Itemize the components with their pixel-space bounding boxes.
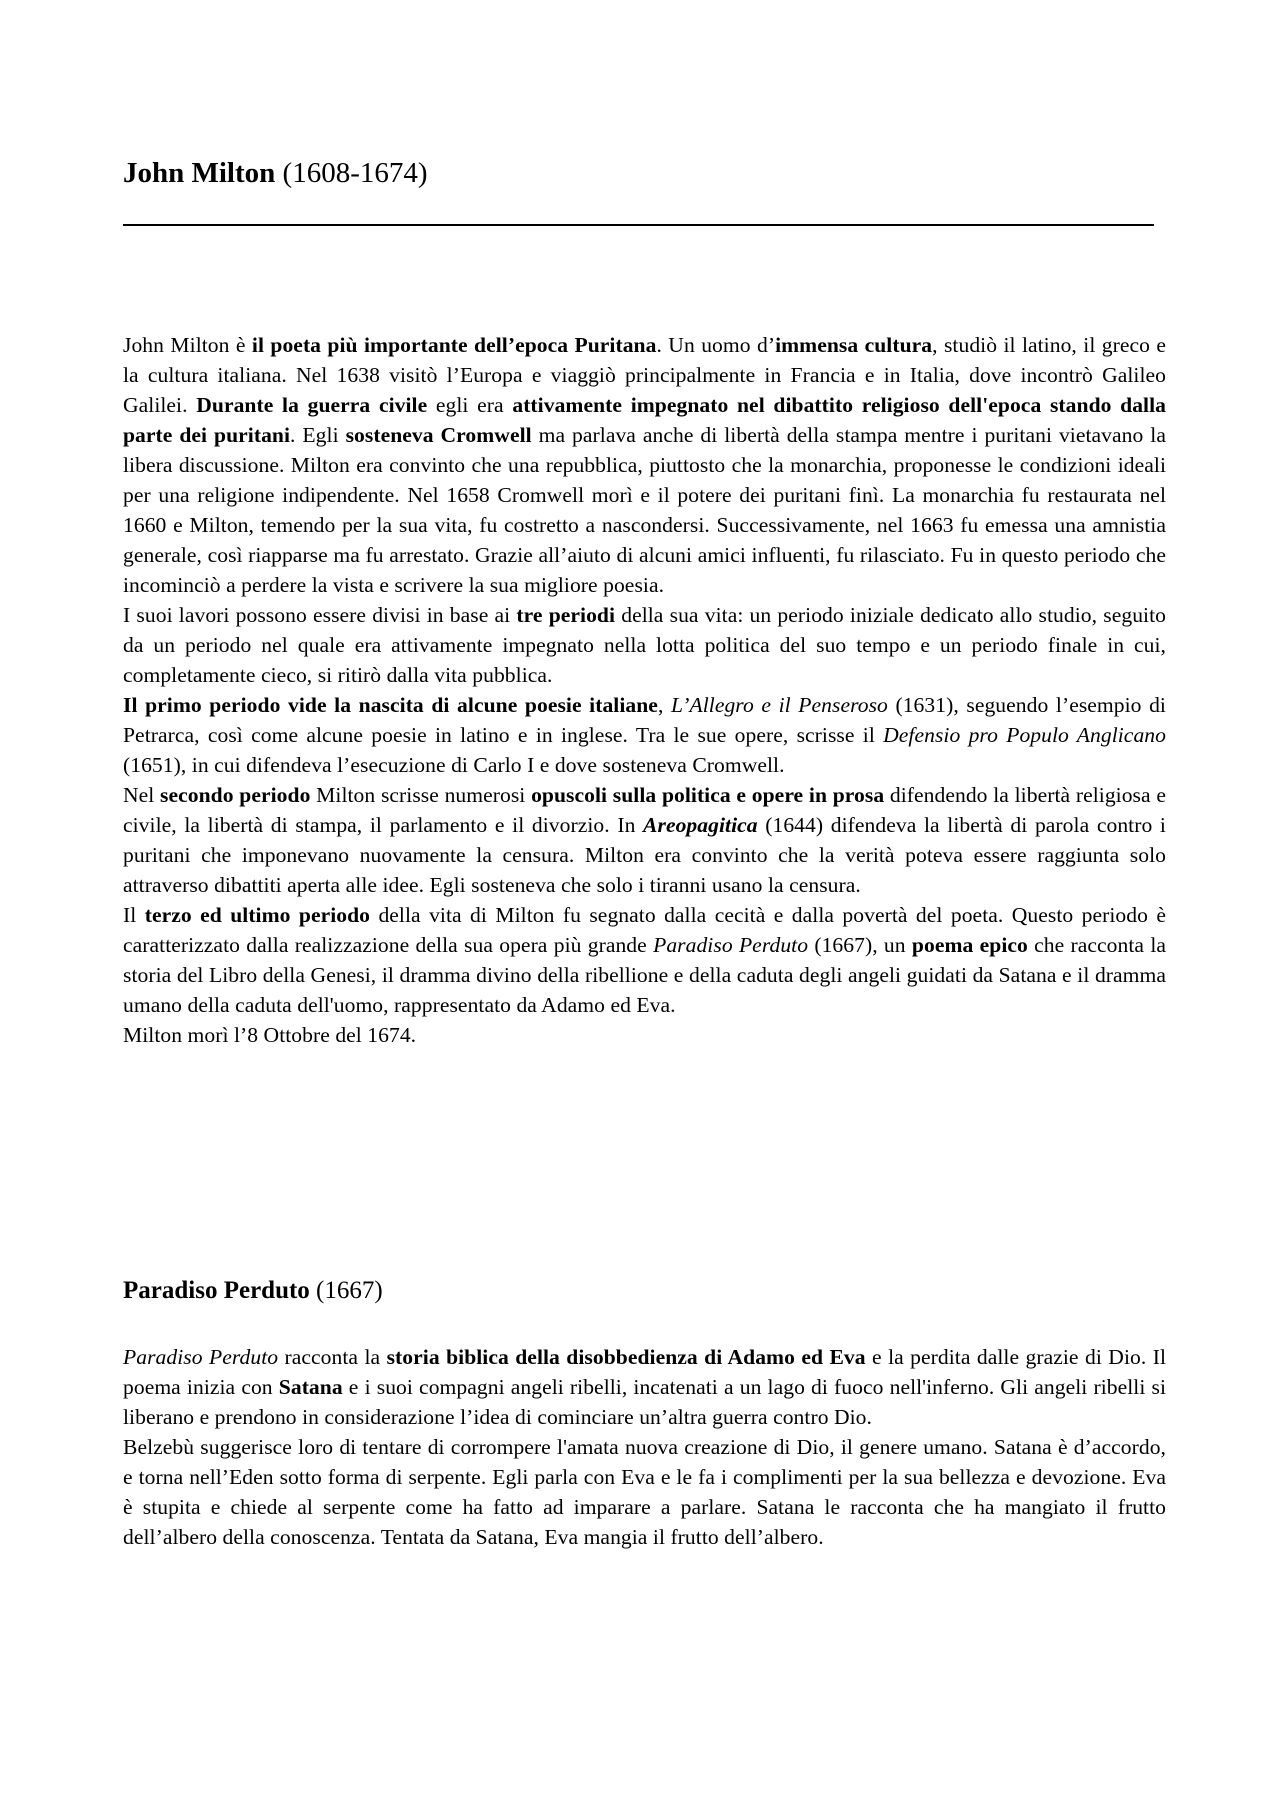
- title-name: John Milton: [123, 157, 276, 189]
- section-title-name: Paradiso Perduto: [123, 1277, 310, 1304]
- bold-text: poema epico: [911, 933, 1028, 957]
- bio-paragraph-periods: [123, 600, 1166, 690]
- title-underline: [123, 224, 1154, 226]
- bold-text: sosteneva Cromwell: [345, 423, 532, 447]
- text-run: ma parlava anche di libertà della stampa mentre i puritani vietavano la libera discussione. Milton era convinto che una repubblica, piuttosto che la monarchia, proponesse le condizioni ideali per una religione indipendente. Nel 1658 Cromwell morì e il potere dei puritani finì. La monarchia fu restaurata nel 1660 e Milton, temendo per la sua vita, fu costretto a nascondersi. Successivamente, nel 1663 fu emessa una amnistia generale, così riapparse ma fu arrestato. Grazie all’aiuto di alcuni amici influenti, fu rilasciato. Fu in questo periodo che incominciò a perdere la vista e scrivere la sua migliore poesia.: [123, 423, 1166, 597]
- text-run: che racconta la storia del Libro della Genesi, il dramma divino della ribellione e della caduta degli angeli guidati da Satana e il dramma umano della caduta dell'uomo, rappresentato da Adamo ed Eva.: [123, 933, 1167, 1017]
- bold-text: secondo periodo: [160, 783, 311, 807]
- bold-text: attivamente impegnato nel dibattito religioso dell'epoca stando dalla parte dei puritani: [123, 393, 1167, 447]
- bold-text: tre periodi: [516, 603, 616, 627]
- text-run: (1667), un: [808, 933, 912, 957]
- bold-text: Il primo periodo vide la nascita di alcune poesie italiane: [123, 693, 658, 717]
- italic-text: Paradiso Perduto: [653, 933, 809, 957]
- bold-text: terzo ed ultimo periodo: [144, 903, 371, 927]
- text-run: (1651), in cui difendeva l’esecuzione di Carlo I e dove sosteneva Cromwell.: [123, 753, 785, 777]
- text-run: racconta la: [278, 1345, 387, 1369]
- bold-text: immensa cultura: [775, 333, 933, 357]
- bio-paragraph-intro: [123, 330, 1166, 600]
- bold-text: opuscoli sulla politica e opere in prosa: [531, 783, 885, 807]
- bold-text: Durante la guerra civile: [196, 393, 428, 417]
- bio-paragraph-first-period: [123, 690, 1166, 780]
- text-run: . Egli: [290, 423, 346, 447]
- paradiso-paragraph-intro: [123, 1342, 1166, 1432]
- section-title-year: (1667): [316, 1277, 383, 1304]
- bold-text: Areopagitica: [643, 813, 758, 837]
- text-run: difendendo la libertà religiosa e civile, la libertà di stampa, il parlamento e il divorzio. In: [123, 783, 1166, 837]
- page-title: [123, 156, 428, 190]
- text-run: e la perdita dalle grazie di Dio. Il poema inizia con: [123, 1345, 1166, 1399]
- bio-paragraph-death: [123, 1020, 1166, 1050]
- section-title: [123, 1275, 383, 1307]
- bio-paragraph-second-period: [123, 780, 1166, 900]
- text-run: della sua vita: un periodo iniziale dedicato allo studio, seguito da un periodo nel quale era attivamente impegnato nella lotta politica del suo tempo e un periodo finale in cui, completamente cieco, si ritirò dalla vita pubblica.: [123, 603, 1167, 687]
- text-run: della vita di Milton fu segnato dalla cecità e dalla povertà del poeta. Questo periodo è caratterizzato dalla realizzazione della sua opera più grande: [123, 903, 1166, 957]
- text-run: . Un uomo d’: [656, 333, 776, 357]
- text-run: , studiò il latino, il greco e la cultura italiana. Nel 1638 visitò l’Europa e viaggiò principalmente in Francia e in Italia, dove incontrò Galileo Galilei.: [123, 333, 1166, 417]
- italic-text: L’Allegro e il Penseroso: [670, 693, 888, 717]
- paradiso-perduto-section: [123, 1342, 1166, 1552]
- title-dates: (1608-1674): [282, 157, 428, 189]
- bold-text: Satana: [278, 1375, 343, 1399]
- text-run: Milton scrisse numerosi: [310, 783, 532, 807]
- paradiso-paragraph-plot: [123, 1432, 1166, 1552]
- text-run: e i suoi compagni angeli ribelli, incatenati a un lago di fuoco nell'inferno. Gli angeli ribelli si liberano e prendono in considerazione l’idea di cominciare un’altra guerra contro Dio.: [123, 1375, 1166, 1429]
- biography-section: [123, 330, 1166, 1050]
- text-run: Il: [123, 903, 145, 927]
- text-run: Nel: [123, 783, 161, 807]
- italic-text: Paradiso Perduto: [123, 1345, 279, 1369]
- bio-paragraph-third-period: [123, 900, 1166, 1020]
- italic-text: Defensio pro Populo Anglicano: [883, 723, 1166, 747]
- text-run: ,: [657, 693, 671, 717]
- text-run: (1644) difendeva la libertà di parola contro i puritani che imponevano nuovamente la censura. Milton era convinto che la verità poteva essere raggiunta solo attraverso dibattiti aperta alle idee. Egli sosteneva che solo i tiranni usano la censura.: [123, 813, 1166, 897]
- text-run: (1631), seguendo l’esempio di Petrarca, così come alcune poesie in latino e in inglese. Tra le sue opere, scrisse il: [123, 693, 1166, 747]
- bold-text: storia biblica della disobbedienza di Adamo ed Eva: [386, 1345, 866, 1369]
- bold-text: il poeta più importante dell’epoca Puritana: [251, 333, 657, 357]
- text-run: egli era: [427, 393, 513, 417]
- text-run: Belzebù suggerisce loro di tentare di corrompere l'amata nuova creazione di Dio, il genere umano. Satana è d’accordo, e torna nell’Eden sotto forma di serpente. Egli parla con Eva e le fa i complimenti per la sua bellezza e devozione. Eva è stupita e chiede al serpente come ha fatto ad imparare a parlare. Satana le racconta che ha mangiato il frutto dell’albero della conoscenza. Tentata da Satana, Eva mangia il frutto dell’albero.: [123, 1435, 1166, 1549]
- text-run: Milton morì l’8 Ottobre del 1674.: [123, 1023, 417, 1047]
- text-run: I suoi lavori possono essere divisi in base ai: [123, 603, 517, 627]
- text-run: John Milton è: [123, 333, 252, 357]
